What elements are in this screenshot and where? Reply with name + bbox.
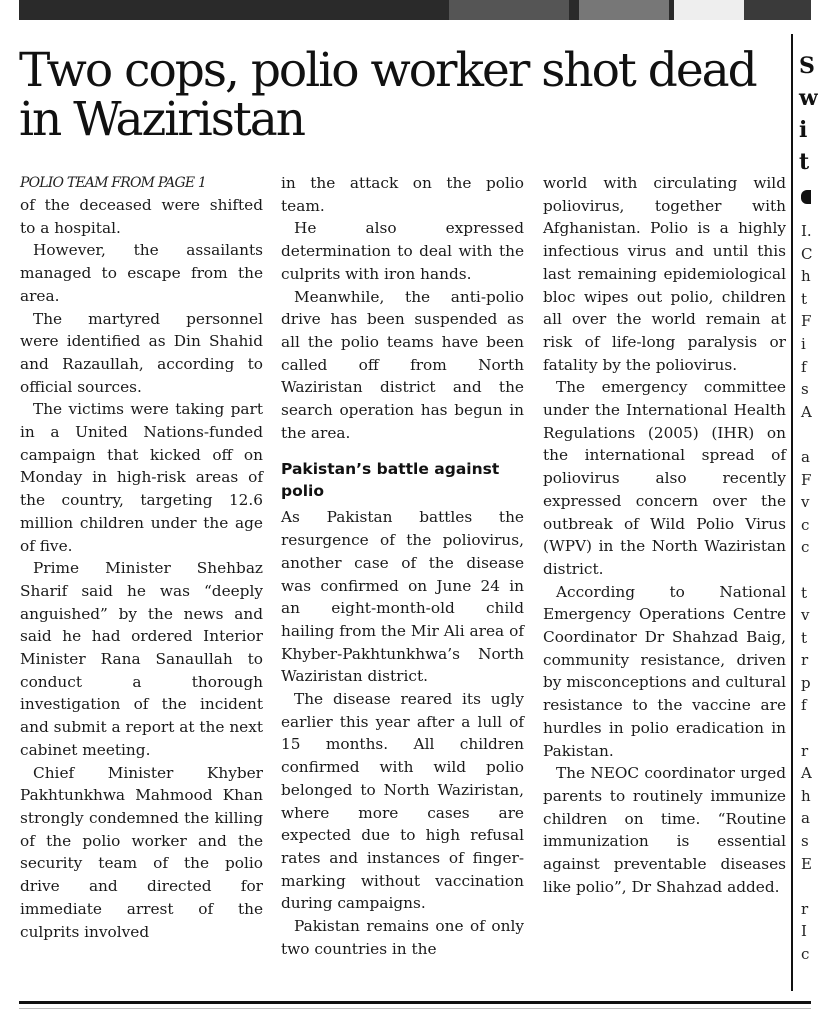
text-fragment: c — [801, 538, 810, 557]
text-fragment — [801, 559, 811, 582]
paragraph: As Pakistan battles the resurgence of the poliovirus, another case of the disease was confirmed on June 24 in an eight-month-old child hailing from the Mir Ali area of Khyber-Pakhtunkhwa’s North Waziristan district. — [281, 508, 524, 686]
text-fragment: I — [801, 922, 807, 941]
text-fragment: h — [801, 267, 811, 286]
text-fragment: a — [801, 447, 810, 466]
text-fragment: A — [801, 402, 812, 421]
text-fragment: s — [801, 380, 809, 399]
text-fragment: h — [801, 786, 811, 805]
text-fragment: t — [801, 583, 808, 602]
text-fragment: r — [801, 651, 809, 670]
text-fragment: t — [801, 289, 808, 308]
paragraph: of the deceased were shifted to a hospital. — [20, 196, 263, 237]
paragraph: The emergency committee under the International Health Regulations (2005) (IHR) on the international spread of poliovirus also recently expressed concern over the outbreak of Wild Polio Virus (WPV) in the North Waziristan district. — [543, 378, 786, 578]
text-fragment: c — [801, 945, 810, 963]
text-fragment: v — [801, 493, 810, 512]
article-column-1 — [20, 172, 263, 943]
text-fragment: E — [801, 854, 812, 873]
text-fragment: a — [801, 809, 810, 828]
paragraph: in the attack on the polio team. — [281, 174, 524, 215]
text-fragment: r — [801, 899, 809, 918]
paragraph: He also expressed determination to deal with the culprits with iron hands. — [281, 219, 524, 283]
paragraph: Pakistan remains one of only two countries in the — [281, 917, 524, 958]
section-subhead: Pakistan’s battle against polio — [281, 460, 500, 501]
headline-fragment: S — [799, 53, 815, 79]
paragraph: According to National Emergency Operations Centre Coordinator Dr Shahzad Baig, community resistance, driven by misconceptions and cultural resistance to the vaccine are hurdles in polio eradication in Pakistan. — [543, 582, 786, 760]
text-fragment: F — [801, 312, 812, 331]
headline-fragment: t — [799, 149, 810, 175]
text-fragment: f — [801, 696, 807, 715]
text-fragment: v — [801, 606, 810, 625]
text-fragment: p — [801, 673, 811, 692]
text-fragment: r — [801, 741, 809, 760]
text-fragment — [801, 875, 811, 898]
paragraph: However, the assailants managed to escape from the area. — [20, 241, 263, 305]
paragraph: Chief Minister Khyber Pakhtunkhwa Mahmood Khan strongly condemned the killing of the polio worker and the security team of the polio drive and directed for immediate arrest of the culprits involved — [20, 763, 263, 941]
adjacent-story-headline — [799, 50, 818, 178]
text-fragment: s — [801, 832, 809, 851]
article-column-3 — [543, 172, 786, 899]
paragraph: world with circulating wild poliovirus, together with Afghanistan. Polio is a highly infectious virus and until this last remaining epidemiological bloc wipes out polio, children all over the world remain at risk of life-long paralysis or fatality by the poliovirus. — [543, 174, 786, 374]
text-fragment: i — [801, 334, 806, 353]
jump-kicker: POLIO TEAM FROM PAGE 1 — [20, 175, 207, 191]
text-fragment — [801, 717, 811, 740]
headline-fragment: i — [799, 117, 808, 143]
paragraph: The NEOC coordinator urged parents to routinely immunize children on time. “Routine immunization is essential against preventable diseases like polio”, Dr Shahzad added. — [543, 764, 786, 896]
bottom-rule-thin — [19, 1008, 811, 1009]
text-fragment: I. — [801, 222, 812, 240]
article-column-2 — [281, 172, 524, 961]
headline: Two cops, polio worker shot dead in Waziristan — [19, 43, 756, 147]
text-fragment: c — [801, 515, 810, 534]
paragraph: The martyred personnel were identified as Din Shahid and Razaullah, according to official sources. — [20, 309, 263, 396]
text-fragment: C — [801, 244, 813, 263]
adjacent-story-text — [801, 220, 811, 966]
column-divider — [791, 34, 793, 991]
text-fragment: t — [801, 628, 808, 647]
text-fragment — [801, 423, 811, 446]
top-photo-strip — [19, 0, 811, 20]
headline-fragment: w — [799, 85, 818, 111]
paragraph: Meanwhile, the anti-polio drive has been suspended as all the polio teams have been called off from North Waziristan district and the search operation has begun in the area. — [281, 287, 524, 442]
text-fragment: f — [801, 357, 807, 376]
paragraph: Prime Minister Shehbaz Sharif said he was “deeply anguished” by the news and said he had ordered Interior Minister Rana Sanaullah to conduct a thorough investigation of the incident and submit a report at the next cabinet meeting. — [20, 559, 263, 759]
paragraph: The disease reared its ugly earlier this year after a lull of 15 months. All children confirmed with wild polio belonged to North Waziristan, where more cases are expected due to high refusal rates and instances of finger-marking without vaccination during campaigns. — [281, 690, 524, 913]
bottom-rule — [19, 1001, 811, 1004]
byline-icon — [801, 190, 811, 204]
text-fragment: F — [801, 470, 812, 489]
text-fragment: A — [801, 764, 812, 783]
paragraph: The victims were taking part in a United Nations-funded campaign that kicked off on Monday in high-risk areas of the country, targeting 12.6 million children under the age of five. — [20, 400, 263, 555]
